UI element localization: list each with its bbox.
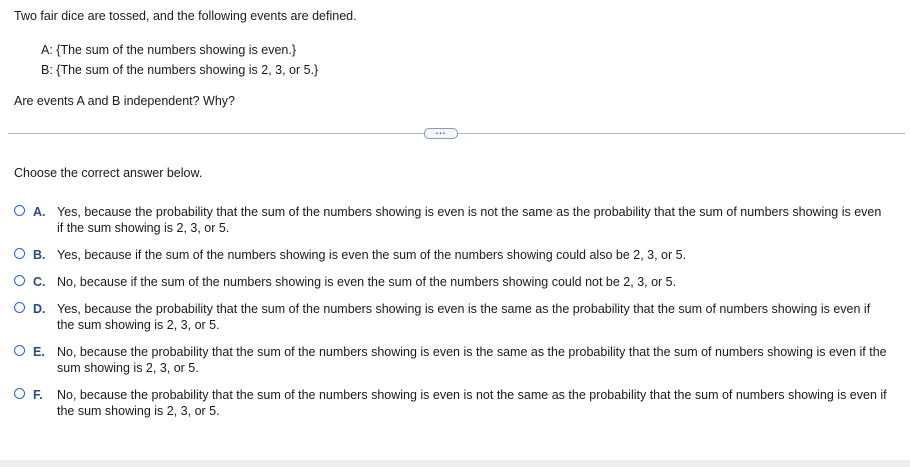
option-text: Yes, because the probability that the sum of the numbers showing is even is the same as the probability that the sum of numbers showing is even if the sum showing is 2, 3, or 5. <box>57 302 871 332</box>
bottom-bar <box>0 460 910 467</box>
option-text: No, because the probability that the sum of the numbers showing is even is not the same as the probability that the sum of numbers showing is even if the sum showing is 2, 3, or 5. <box>57 388 887 418</box>
radio-button-icon[interactable] <box>14 302 25 313</box>
problem-question: Are events A and B independent? Why? <box>14 94 235 108</box>
option-f[interactable] <box>14 387 887 419</box>
option-letter: C. <box>33 275 46 289</box>
option-e[interactable] <box>14 344 887 376</box>
radio-button-icon[interactable] <box>14 388 25 399</box>
option-letter: A. <box>33 205 46 219</box>
event-b-definition: B: {The sum of the numbers showing is 2, 3, or 5.} <box>41 63 319 77</box>
event-definitions <box>41 40 318 80</box>
option-letter: E. <box>33 345 45 359</box>
option-text: No, because if the sum of the numbers showing is even the sum of the numbers showing could not be 2, 3, or 5. <box>57 275 677 289</box>
event-a-definition: A: {The sum of the numbers showing is even.} <box>41 43 296 57</box>
problem-intro: Two fair dice are tossed, and the following events are defined. <box>14 9 357 23</box>
option-letter: D. <box>33 302 46 316</box>
option-text: No, because the probability that the sum of the numbers showing is even is the same as the probability that the sum of numbers showing is even if the sum showing is 2, 3, or 5. <box>57 345 887 375</box>
option-c[interactable] <box>14 274 887 290</box>
ellipsis-icon: ... <box>435 126 447 136</box>
expand-more-button[interactable] <box>424 128 458 139</box>
answer-prompt: Choose the correct answer below. <box>14 166 203 180</box>
option-letter: B. <box>33 248 46 262</box>
option-letter: F. <box>33 388 43 402</box>
option-d[interactable] <box>14 301 887 333</box>
option-text: Yes, because the probability that the sum of the numbers showing is even is not the same as the probability that the sum of numbers showing is even if the sum showing is 2, 3, or 5. <box>57 205 882 235</box>
option-text: Yes, because if the sum of the numbers showing is even the sum of the numbers showing could also be 2, 3, or 5. <box>57 248 687 262</box>
radio-button-icon[interactable] <box>14 205 25 216</box>
radio-button-icon[interactable] <box>14 275 25 286</box>
option-a[interactable] <box>14 204 887 236</box>
radio-button-icon[interactable] <box>14 248 25 259</box>
radio-button-icon[interactable] <box>14 345 25 356</box>
option-b[interactable] <box>14 247 887 263</box>
